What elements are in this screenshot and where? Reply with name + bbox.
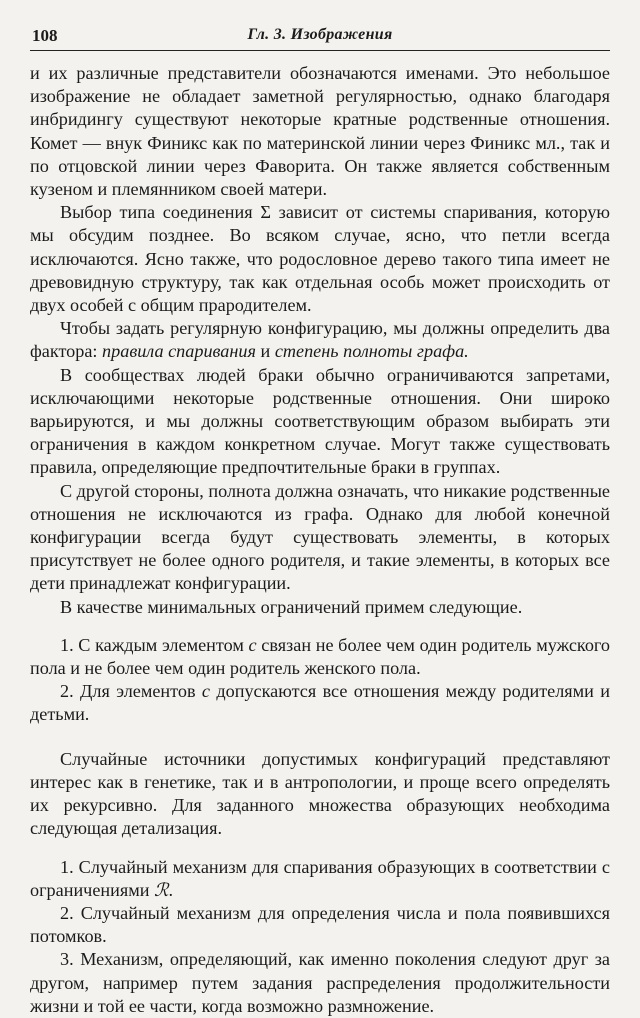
text-span: связан не более чем один родитель мужского пола и не более чем один родитель женского пола.	[30, 634, 611, 679]
paragraph-connection-type: Выбор типа соединения Σ зависит от системы спаривания, которую мы обсудим позднее. Во всяком случае, ясно, что петли всегда исключаются. Ясно также, что родословное дерево такого типа имеет не древовидную структуру, так как отдельная особь может происходить от двух особей с общим прародителем.	[30, 202, 610, 316]
text-span: 1. Случайный механизм для спаривания образующих в соответствии с ограничениями	[30, 856, 610, 900]
running-head: Гл. 3. Изображения	[247, 26, 393, 43]
paragraph-random-sources: Случайные источники допустимых конфигураций представляют интерес как в генетике, так и в антропологии, и проще всего определять их рекурсивно. Для заданного множества образующих необходима следующая детализация.	[30, 748, 610, 839]
text-span: .	[168, 879, 174, 900]
page-header	[30, 24, 610, 51]
paragraph-regular-configuration	[30, 317, 610, 363]
page-body	[30, 62, 610, 1018]
mechanism-item-1	[30, 856, 610, 902]
term-mating-rules: правила спаривания	[102, 341, 256, 362]
mechanism-item-2: 2. Случайный механизм для определения числа и пола появившихся потомков.	[30, 902, 610, 947]
paragraph-continuation: и их различные представители обозначаются именами. Это небольшое изображение не обладает заметной регулярностью, однако благодаря инбридингу существуют некоторые кратные родственные отношения. Комет — внук Финикс как по материнской линии через Финикс мл., так и по отцовской линии через Фаворита. Он также является собственным кузеном и племянником своей матери.	[30, 63, 610, 200]
variable-c: c	[201, 681, 210, 702]
constraint-item-1	[30, 634, 610, 680]
text-span: 1. С каждым элементом	[60, 634, 249, 655]
text-span: и	[255, 341, 275, 362]
text-span: Чтобы задать регулярную конфигурацию, мы должны определить два фактора:	[30, 318, 610, 362]
text-span: 2. Для элементов	[60, 681, 202, 702]
paragraph-completeness: С другой стороны, полнота должна означать, что никакие родственные отношения не исключаются из графа. Однако для любой конечной конфигурации всегда будут существовать элементы, в которых присутствует не более одного родителя, и такие элементы, в которых все дети принадлежат конфигурации.	[30, 480, 610, 594]
paragraph-marriage-restrictions: В сообществах людей браки обычно ограничиваются запретами, исключающими некоторые родственные отношения. Они широко варьируются, и мы должны соответствующим образом выбирать эти ограничения в каждом конкретном случае. Могут также существовать правила, определяющие предпочтительные браки в группах.	[30, 364, 610, 478]
constraint-item-2	[30, 680, 610, 726]
mechanism-item-3: 3. Механизм, определяющий, как именно поколения следуют друг за другом, например путем задания распределения продолжительности жизни и той ее части, когда возможно размножение.	[30, 949, 610, 1016]
symbol-r: ℛ	[154, 879, 169, 900]
term-graph-completeness: степень полноты графа.	[274, 341, 469, 362]
variable-c: c	[248, 634, 257, 655]
paragraph-minimal-constraints: В качестве минимальных ограничений примем следующие.	[60, 596, 523, 617]
text-span: допускаются все отношения между родителями и детьми.	[30, 681, 610, 725]
page-number: 108	[32, 26, 58, 45]
